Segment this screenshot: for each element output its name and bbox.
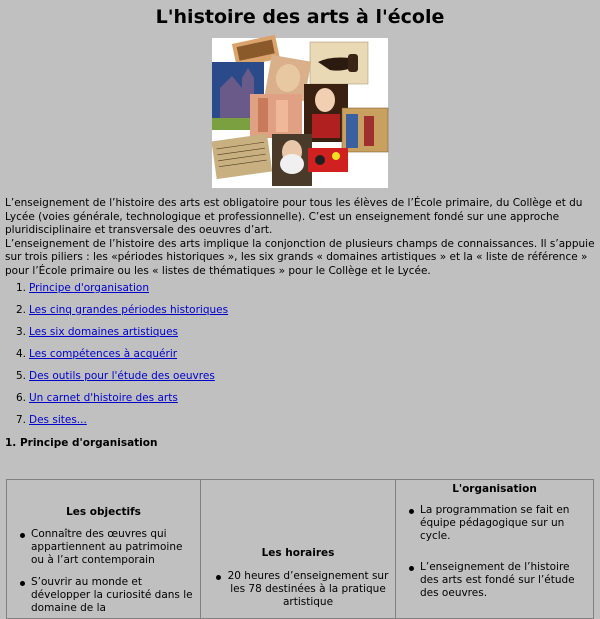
organisation-table bbox=[6, 479, 594, 619]
horaires-cell bbox=[201, 480, 396, 618]
toc-link-principe-organisation[interactable]: Principe d'organisation bbox=[29, 282, 149, 294]
page-title: L'histoire des arts à l'école bbox=[155, 6, 445, 28]
toc-link-domaines-artistiques[interactable]: Les six domaines artistiques bbox=[29, 326, 179, 338]
toc-item bbox=[0, 348, 600, 370]
toc-number: 7. bbox=[16, 414, 27, 426]
toc-link-periodes-historiques[interactable]: Les cinq grandes périodes historiques bbox=[29, 304, 229, 316]
list-item: 20 heures d’enseignement sur les 78 destinées à la pratique artistique bbox=[213, 570, 389, 609]
toc-link-competences[interactable]: Les compétences à acquérir bbox=[29, 348, 178, 360]
objectifs-list bbox=[17, 528, 195, 615]
list-item: Connaître des œuvres qui appartiennent au patrimoine ou à l’art contemporain bbox=[17, 528, 195, 567]
list-item: La programmation se fait en équipe pédagogique sur un cycle. bbox=[406, 504, 586, 543]
toc-link-outils[interactable]: Des outils pour l'étude des oeuvres bbox=[29, 370, 215, 382]
toc-item bbox=[0, 414, 600, 436]
toc-item bbox=[0, 304, 600, 326]
toc-number: 5. bbox=[16, 370, 27, 382]
organisation-cell bbox=[396, 480, 593, 618]
horaires-list bbox=[213, 570, 389, 609]
objectifs-cell bbox=[7, 480, 201, 618]
toc-item bbox=[0, 326, 600, 348]
toc-item bbox=[0, 370, 600, 392]
section-heading-principe: 1. Principe d'organisation bbox=[5, 437, 158, 449]
toc-item bbox=[0, 282, 600, 304]
list-item: S’ouvrir au monde et développer la curiosité dans le domaine de la bbox=[17, 576, 195, 615]
toc-link-carnet[interactable]: Un carnet d'histoire des arts bbox=[29, 392, 178, 404]
artwork-collage-image bbox=[212, 38, 388, 188]
intro-paragraph-2: L’enseignement de l’histoire des arts implique la conjonction de plusieurs champs de connaissances. Il s’appuie sur trois piliers : les «périodes historiques », les six grands « domaines artistiques » et la « liste de référence » pour l’École primaire ou les « listes de thématiques » pour le Collège et le Lycée. bbox=[5, 237, 595, 277]
list-item: L’enseignement de l’histoire des arts est fondé sur l’étude des oeuvres. bbox=[406, 561, 586, 600]
table-of-contents bbox=[0, 282, 600, 436]
toc-number: 6. bbox=[16, 392, 27, 404]
intro-text bbox=[5, 197, 597, 278]
toc-number: 2. bbox=[16, 304, 27, 316]
organisation-title: L'organisation bbox=[452, 483, 537, 495]
toc-number: 4. bbox=[16, 348, 27, 360]
artwork-collage-graphic bbox=[212, 38, 388, 188]
organisation-list bbox=[406, 504, 586, 600]
toc-number: 1. bbox=[16, 282, 27, 294]
toc-link-sites[interactable]: Des sites... bbox=[29, 414, 87, 426]
horaires-title: Les horaires bbox=[261, 547, 335, 559]
toc-number: 3. bbox=[16, 326, 27, 338]
toc-item bbox=[0, 392, 600, 414]
objectifs-title: Les objectifs bbox=[66, 506, 141, 518]
intro-paragraph-1: L’enseignement de l’histoire des arts est obligatoire pour tous les élèves de l’École primaire, du Collège et du Lycée (voies générale, technologique et professionnelle). C’est un enseignement fondé sur une approche pluridisciplinaire et transversale des oeuvres d’art. bbox=[5, 197, 583, 236]
